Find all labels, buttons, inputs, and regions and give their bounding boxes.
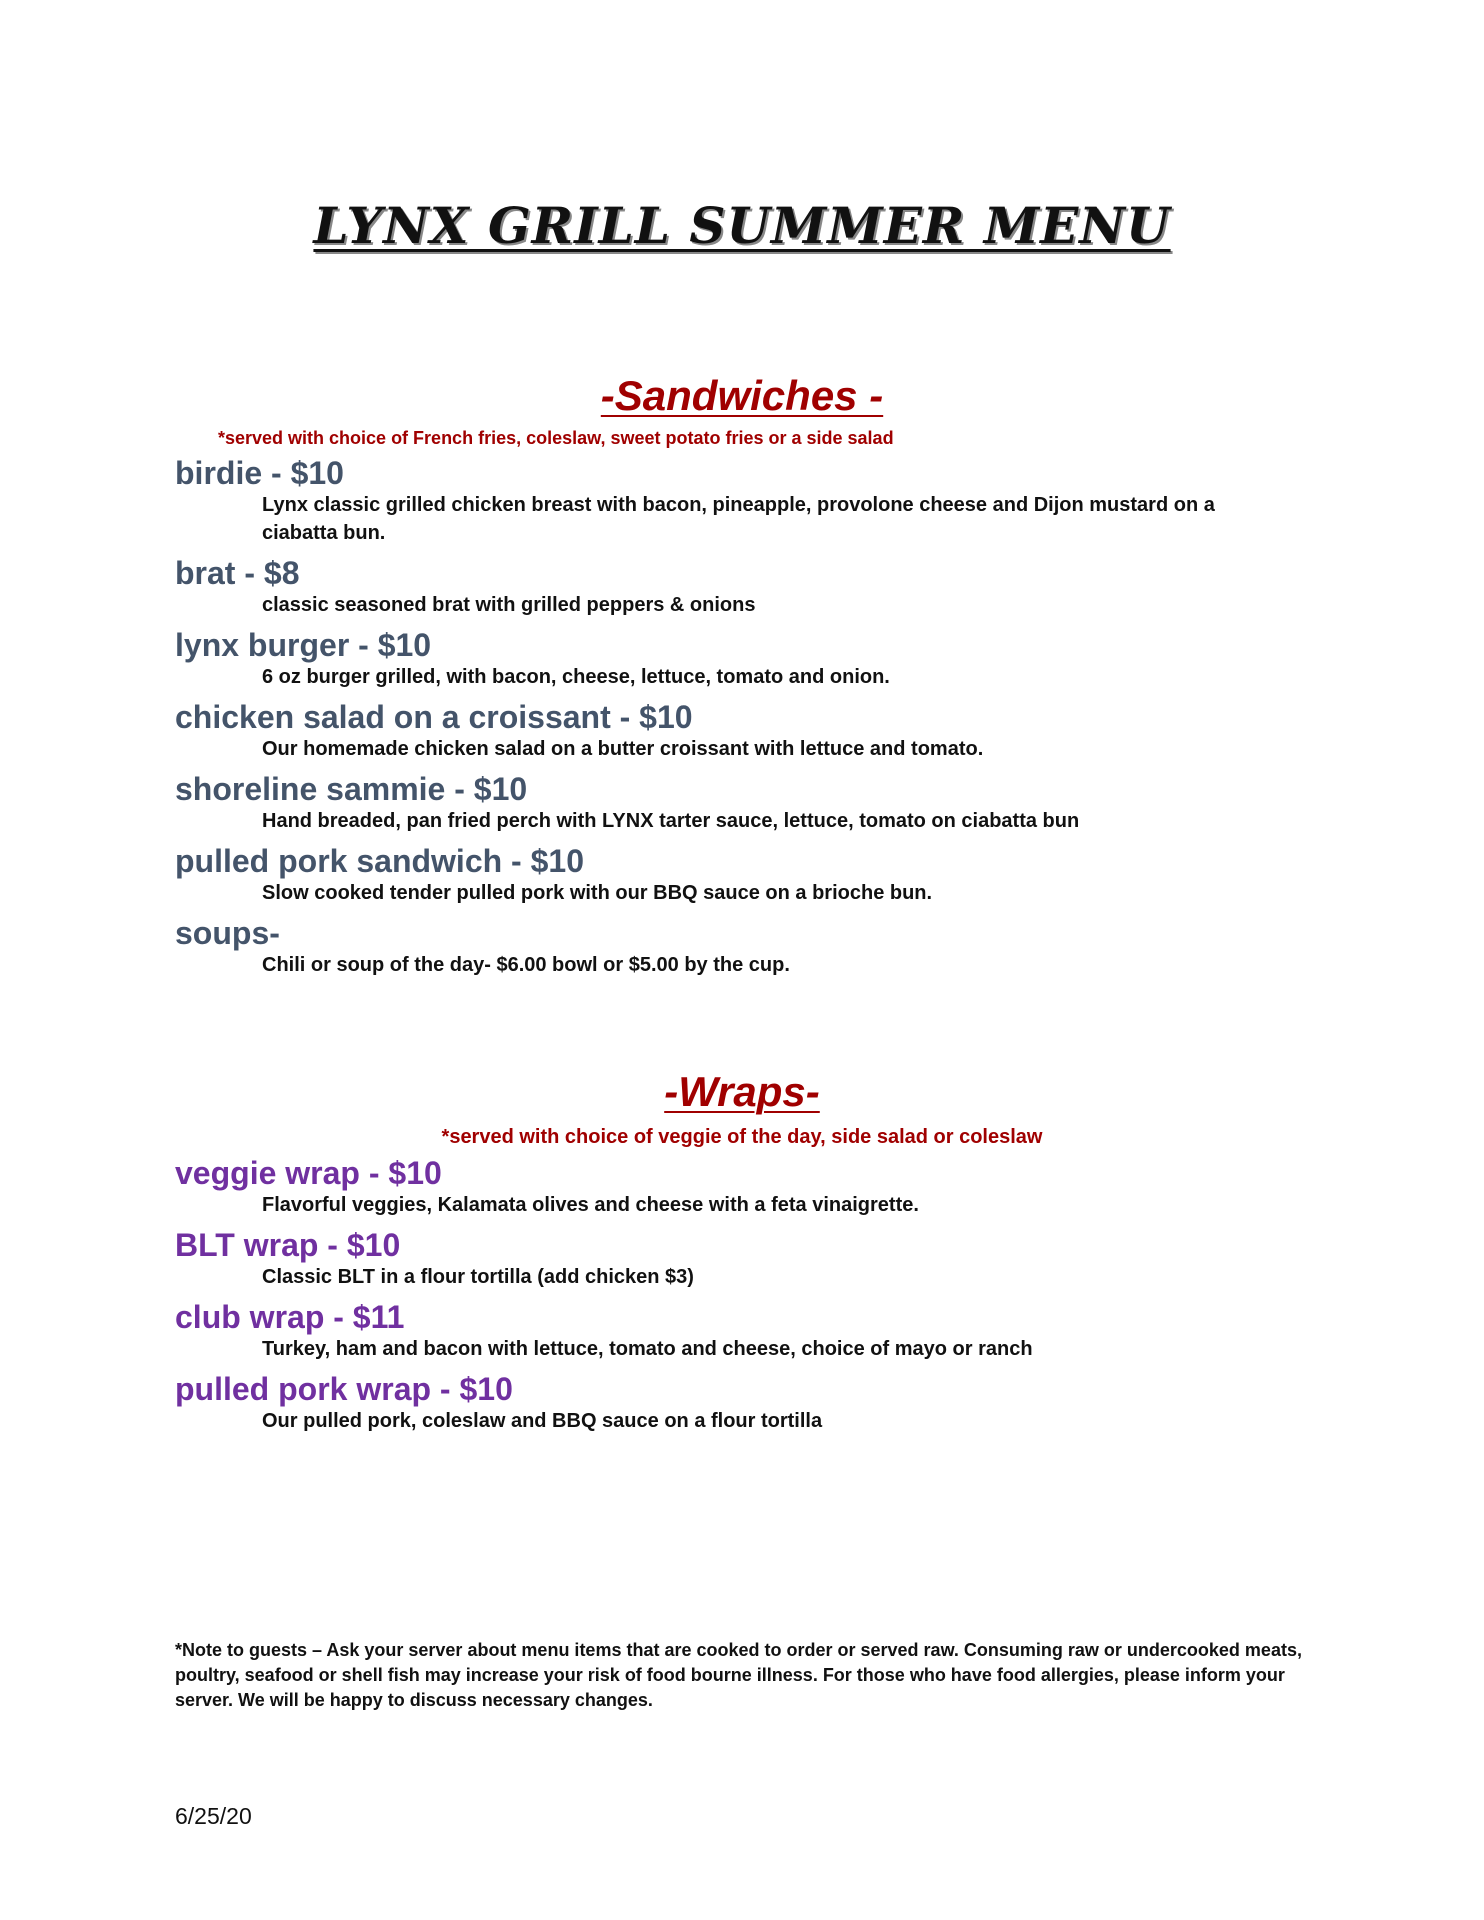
item-description: 6 oz burger grilled, with bacon, cheese, lettuce, tomato and onion. [262,666,890,688]
menu-item [175,699,1325,763]
item-description: Our pulled pork, coleslaw and BBQ sauce on a flour tortilla [262,1410,823,1432]
menu-item [175,1299,1325,1363]
item-name: pulled pork wrap - $10 [175,1371,513,1407]
menu-item [175,1155,1325,1219]
item-name: brat - $8 [175,555,300,591]
menu-item [175,627,1325,691]
menu-item [175,555,1325,619]
sandwiches-heading [0,372,1484,420]
menu-item [175,843,1325,907]
sandwiches-note: *served with choice of French fries, coleslaw, sweet potato fries or a side salad [218,428,894,448]
item-name: club wrap - $11 [175,1299,405,1335]
item-description: Turkey, ham and bacon with lettuce, tomato and cheese, choice of mayo or ranch [262,1338,1033,1360]
guest-note: *Note to guests – Ask your server about menu items that are cooked to order or served raw. Consuming raw or undercooked meats, poultry, seafood or shell fish may increase your risk of food bourne illness. For those who have food allergies, please inform your server. We will be happy to discuss necessary changes. [175,1640,1302,1710]
item-description: Classic BLT in a flour tortilla (add chicken $3) [262,1266,694,1288]
menu-item [175,915,1325,979]
item-name: soups- [175,915,280,951]
wraps-heading-text: -Wraps- [664,1068,820,1115]
sandwiches-heading-text: -Sandwiches - [600,372,884,419]
item-description: Our homemade chicken salad on a butter croissant with lettuce and tomato. [262,738,984,760]
item-name: shoreline sammie - $10 [175,771,528,807]
item-description: Slow cooked tender pulled pork with our BBQ sauce on a brioche bun. [262,882,933,904]
item-description: Lynx classic grilled chicken breast with bacon, pineapple, provolone cheese and Dijon mustard on a ciabatta bun. [262,494,1215,544]
wraps-note: *served with choice of veggie of the day, side salad or coleslaw [441,1126,1043,1148]
item-name: veggie wrap - $10 [175,1155,442,1191]
wraps-list [175,1155,1325,1443]
menu-item [175,455,1325,547]
item-description: Flavorful veggies, Kalamata olives and cheese with a feta vinaigrette. [262,1194,919,1216]
item-name: pulled pork sandwich - $10 [175,843,584,879]
wraps-heading [0,1068,1484,1116]
item-description: Hand breaded, pan fried perch with LYNX tarter sauce, lettuce, tomato on ciabatta bun [262,810,1080,832]
item-name: chicken salad on a croissant - $10 [175,699,693,735]
sandwiches-list [175,455,1325,987]
menu-item [175,771,1325,835]
menu-date: 6/25/20 [175,1803,252,1829]
item-name: BLT wrap - $10 [175,1227,401,1263]
menu-title [0,196,1484,255]
menu-title-text: LYNX GRILL SUMMER MENU [313,196,1171,255]
menu-item [175,1227,1325,1291]
menu-item [175,1371,1325,1435]
item-description: Chili or soup of the day- $6.00 bowl or $5.00 by the cup. [262,954,790,976]
item-description: classic seasoned brat with grilled peppers & onions [262,594,756,616]
item-name: lynx burger - $10 [175,627,432,663]
item-name: birdie - $10 [175,455,344,491]
